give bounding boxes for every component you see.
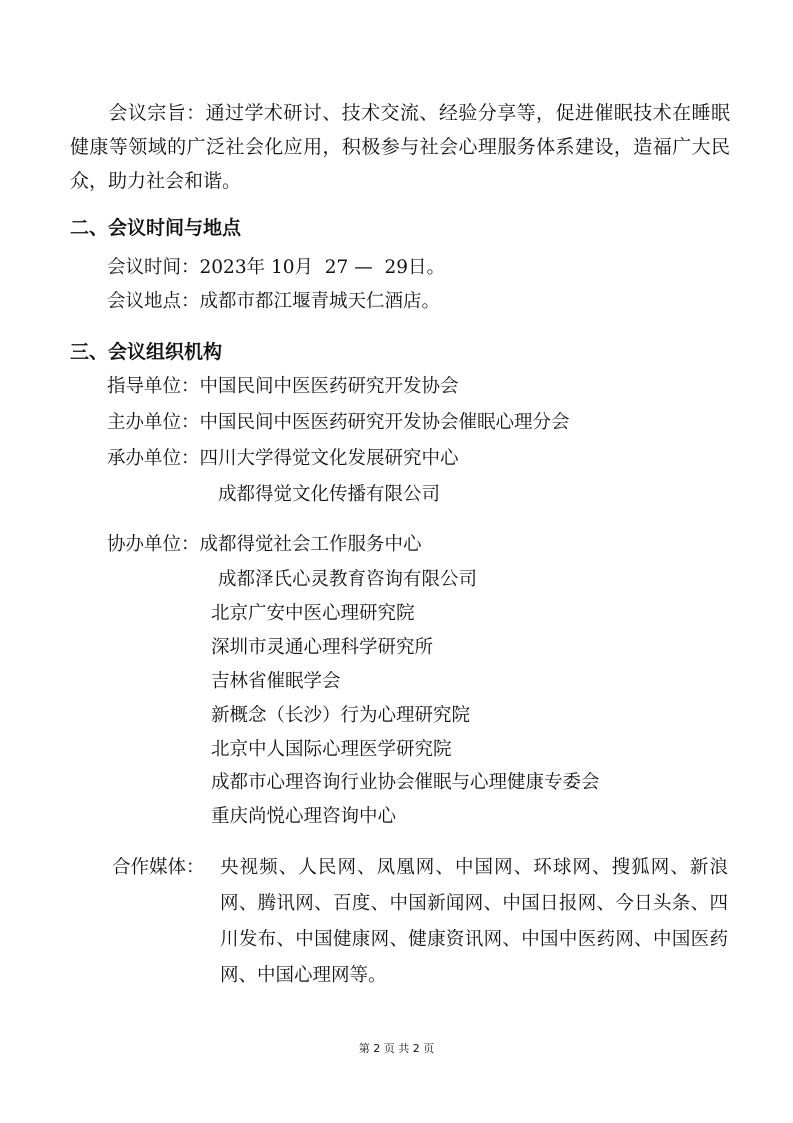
undertake-unit-line	[107, 445, 459, 473]
co-unit-item: 北京广安中医心理研究院	[211, 603, 415, 624]
co-unit-item: 新概念（长沙）行为心理研究院	[211, 705, 471, 726]
meeting-place-value: 成都市都江堰青城天仁酒店。	[199, 291, 441, 312]
media-list: 央视频、人民网、凤凰网、中国网、环球网、搜狐网、新浪网、腾讯网、百度、中国新闻网、中国日报网、今日头条、四川发布、中国健康网、健康资讯网、中国中医药网、中国医药网、中国心理网等。	[220, 857, 728, 986]
section2-heading: 二、会议时间与地点	[70, 217, 242, 239]
guide-unit-value: 中国民间中医医药研究开发协会	[199, 376, 459, 397]
co-unit-item: 重庆尚悦心理咨询中心	[211, 806, 397, 827]
page-footer: 第 2 页 共 2 页	[358, 1042, 435, 1055]
meeting-time-label: 会议时间：	[107, 257, 200, 278]
co-unit-item: 北京中人国际心理医学研究院	[211, 739, 452, 760]
meeting-time-value: 2023年 10月 27 — 29日。	[199, 257, 446, 278]
host-unit-value: 中国民间中医医药研究开发协会催眠心理分会	[199, 412, 570, 433]
purpose-paragraph	[70, 96, 730, 198]
co-unit-item: 成都泽氏心灵教育咨询有限公司	[218, 569, 478, 590]
meeting-place-label: 会议地点：	[107, 291, 200, 312]
guide-unit-label: 指导单位：	[107, 376, 200, 397]
meeting-place-line	[107, 288, 440, 316]
undertake-unit-value-2: 成都得觉文化传播有限公司	[218, 484, 441, 505]
meeting-time-line	[107, 254, 445, 282]
undertake-unit-label: 承办单位：	[107, 448, 200, 469]
purpose-text: 通过学术研讨、技术交流、经验分享等，促进催眠技术在睡眠健康等领域的广泛社会化应用，积极参与社会心理服务体系建设，造福广大民众，助力社会和谐。	[70, 102, 730, 192]
purpose-label: 会议宗旨：	[108, 102, 206, 124]
host-unit-label: 主办单位：	[107, 412, 200, 433]
guide-unit-line	[107, 373, 459, 401]
co-unit-label: 协办单位：	[107, 534, 200, 555]
co-unit-item: 深圳市灵通心理科学研究所	[211, 637, 434, 658]
co-unit-item: 吉林省催眠学会	[211, 671, 341, 692]
co-unit-value: 成都得觉社会工作服务中心	[199, 534, 422, 555]
co-unit-line	[107, 531, 422, 559]
undertake-unit-value: 四川大学得觉文化发展研究中心	[199, 448, 459, 469]
co-unit-item: 成都市心理咨询行业协会催眠与心理健康专委会	[211, 772, 600, 793]
media-label: 合作媒体：	[112, 857, 205, 878]
section3-heading: 三、会议组织机构	[70, 341, 223, 363]
host-unit-line	[107, 409, 570, 437]
